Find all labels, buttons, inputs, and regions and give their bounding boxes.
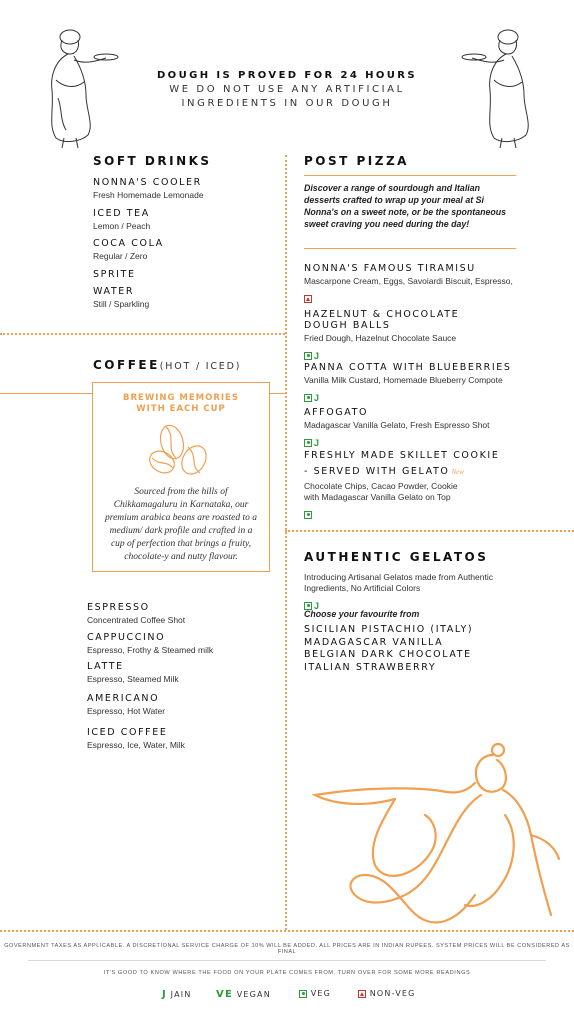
jain-icon: J [162,989,167,1000]
legend-nonveg [358,989,416,998]
menu-item [304,263,513,300]
item-name: FRESHLY MADE SKILLET COOKIE [304,450,500,461]
footer-note: IT'S GOOD TO KNOW WHERE THE FOOD ON YOUR PLATE COMES FROM. TURN OVER FOR SOME MORE READINGS [103,970,471,976]
item-name: AFFOGATO [304,407,369,418]
box-title-2: WITH EACH CUP [136,404,226,414]
section-divider [285,530,574,532]
jain-icon: J [314,350,320,361]
menu-item [304,309,460,361]
menu-item [93,286,149,310]
menu-item [87,632,213,656]
soft-drinks-title: SOFT DRINKS [93,154,212,168]
legend-vegan [216,989,271,1000]
legend-veg [299,989,331,998]
item-name: ICED TEA [93,208,150,219]
item-desc: with Madagascar Vanilla Gelato on Top [304,492,451,502]
diet-legend [160,989,420,1003]
item-desc: Lemon / Peach [93,221,151,231]
gelatos-desc-2: Ingredients, No Artificial Colors [304,583,421,593]
item-name: COCA COLA [93,238,164,249]
box-line-left [0,393,92,394]
legend-label: VEGAN [236,990,271,999]
veg-icon [304,511,312,519]
menu-item [87,602,185,626]
item-desc: Still / Sparkling [93,299,150,309]
item-desc: Concentrated Coffee Shot [87,615,186,625]
item-name: NONNA'S COOLER [93,177,202,188]
item-name: AMERICANO [87,693,160,704]
item-name: WATER [93,286,135,297]
flavour-list [304,624,473,674]
item-desc: Espresso, Frothy & Steamed milk [87,645,214,655]
legend-label: JAIN [170,990,192,999]
veg-icon [304,352,312,360]
menu-item [93,238,164,262]
item-desc: Madagascar Vanilla Gelato, Fresh Espresso Shot [304,420,490,430]
item-name: DOUGH BALLS [304,320,391,331]
coffee-info-box [92,382,270,572]
box-title-1: BREWING MEMORIES [122,393,239,403]
nonveg-icon [358,990,366,998]
footer-disclaimer: GOVERNMENT TAXES AS APPLICABLE. A DISCRETIONAL SERVICE CHARGE OF 10% WILL BE ADDED. ALL PRICES ARE IN INDIAN RUPEES. SYSTEM PRICES WILL BE CONSIDERED AS FINAL [4,943,570,955]
item-desc: Fresh Homemade Lemonade [93,190,204,200]
vegan-icon: VE [216,989,233,1000]
menu-item [93,208,150,232]
flavour-item: BELGIAN DARK CHOCOLATE [304,649,472,660]
footer-divider [0,930,574,932]
box-line-right [270,393,285,394]
item-name: ICED COFFEE [87,727,168,738]
item-name: ESPRESSO [87,602,150,613]
item-name: CAPPUCCINO [87,632,166,643]
column-divider-upper [285,155,287,930]
menu-item [87,693,165,717]
jain-icon: J [314,437,320,448]
item-desc: Vanilla Milk Custard, Homemade Blueberry Compote [304,375,503,385]
waiter-illustration-left [40,20,120,150]
waiter-illustration-right [458,20,538,150]
veg-icon [299,990,307,998]
item-desc: Regular / Zero [93,251,148,261]
legend-label: VEG [310,989,332,998]
flavour-item: ITALIAN STRAWBERRY [304,661,437,673]
item-name: - SERVED WITH GELATO [304,466,450,477]
header-line-1: DOUGH IS PROVED FOR 24 HOURS [156,70,417,81]
item-name: NONNA'S FAMOUS TIRAMISU [304,263,476,274]
menu-item [87,661,179,685]
nonveg-icon [304,295,312,303]
header-line-2: WE DO NOT USE ANY ARTIFICIAL [169,84,405,95]
footer-rule [28,960,546,961]
coffee-heading [93,356,241,374]
flavour-item: MADAGASCAR VANILLA [304,636,444,648]
item-desc: Mascarpone Cream, Eggs, Savoiardi Biscuit, Espresso, [304,276,513,286]
item-name: SPRITE [93,269,136,280]
nonna-line-illustration [305,735,565,925]
menu-item [304,362,512,403]
new-badge: New [451,468,464,476]
section-divider [0,333,285,335]
item-desc: Espresso, Steamed Milk [87,674,179,684]
veg-icon [304,394,312,402]
menu-item [93,177,204,201]
gelatos-desc-1: Introducing Artisanal Gelatos made from Authentic [304,572,493,582]
jain-icon: J [314,392,320,403]
menu-item [304,407,490,448]
jain-icon: J [314,600,320,611]
item-desc: Espresso, Hot Water [87,706,166,716]
item-desc: Chocolate Chips, Cacao Powder, Cookie [304,481,458,491]
coffee-subtitle: (HOT / ICED) [159,361,242,372]
flavour-item: SICILIAN PISTACHIO (ITALY) [304,624,474,635]
gelatos-title: AUTHENTIC GELATOS [304,550,489,564]
coffee-title: COFFEE [93,358,160,372]
post-pizza-title: POST PIZZA [304,154,409,168]
menu-item [304,450,499,516]
gelatos-desc [304,570,493,611]
choose-label: Choose your favourite from [304,609,420,619]
header-line-3: INGREDIENTS IN OUR DOUGH [181,98,393,109]
item-name: HAZELNUT & CHOCOLATE [304,309,460,320]
menu-item [93,269,136,280]
intro-top-line [304,175,516,176]
legend-jain [160,989,192,1000]
intro-bottom-line [304,248,516,249]
veg-icon [304,439,312,447]
item-name: PANNA COTTA WITH BLUEBERRIES [304,362,512,373]
item-desc: Espresso, Ice, Water, Milk [87,740,185,750]
header [150,70,424,109]
post-pizza-intro: Discover a range of sourdough and Italian desserts crafted to wrap up your meal at Si Nonna's on a sweet note, or be the spontaneous sweet craving you need during the day! [304,183,507,229]
coffee-beans-icon [146,422,216,478]
legend-label: NON-VEG [369,989,416,998]
box-text: Sourced from the hills of Chikkamagaluru in Karnataka, our premium arabica beans are roasted to a medium/ dark profile and crafted in a cup of perfection that brings a fruity, chocolate-y and nutty flavour. [105,487,257,562]
menu-item [87,727,185,751]
item-name: LATTE [87,661,124,672]
item-desc: Fried Dough, Hazelnut Chocolate Sauce [304,333,457,343]
